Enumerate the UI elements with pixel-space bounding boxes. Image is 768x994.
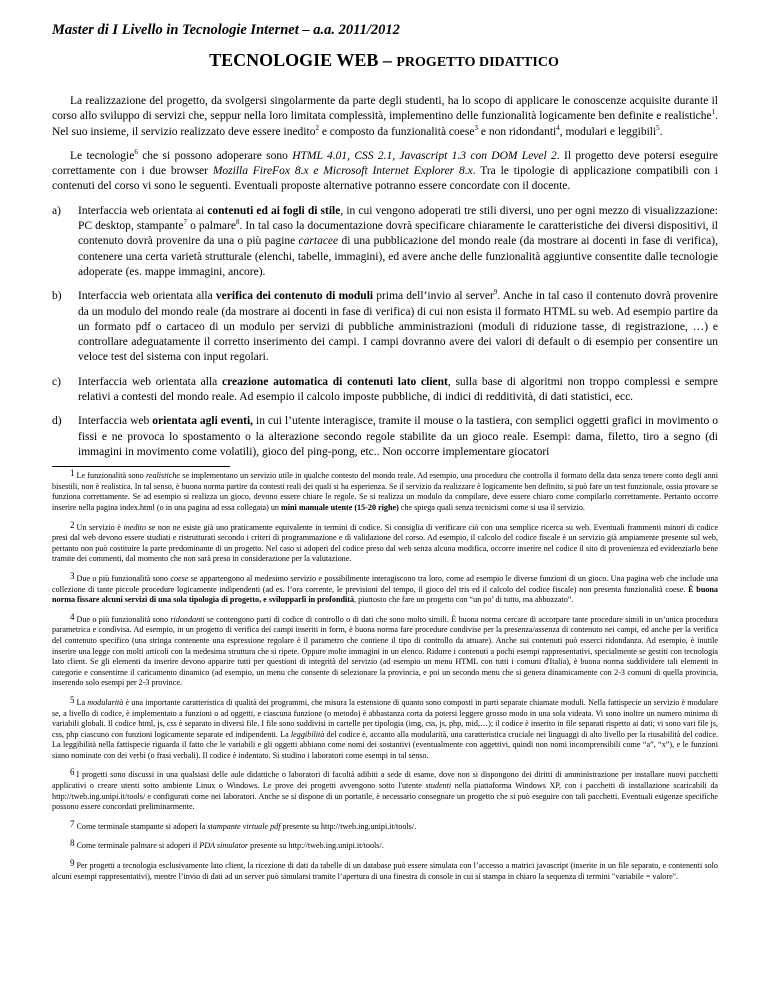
italic-text: modularità xyxy=(87,697,124,707)
italic-text: realistiche xyxy=(146,471,181,481)
list-label: b) xyxy=(52,290,62,303)
text: Le tecnologie xyxy=(70,149,135,162)
text: che spiega quali senza tecnicismi come si usa il servizio. xyxy=(398,503,585,513)
text: se implementano un servizio utile in qualche contesto del mondo reale. Ad esempio, una procedura che controlla il formato della data senza tenere conto degli anni bisestili, non è realistica. In tal senso, è buona norma partire da contesti reali dei quali si ha esperienza. Se il servizio da realizzare è logicamente ben definito, si può fare un test funzionale, ossia provare se funziona correttamente. Se ad esempio si realizza un gioco, devono essere chiare le regole. Se si realizza un modulo da compilare, deve essere chiaro come compilarlo correttamente. Pertanto occorre inserire nella pagina index.html (o in una pagina ad essa collegata) un xyxy=(52,471,718,513)
emphasis: È buona norma fissare alcuni servizi di una sola tipologia di progetto, e svilupparli in profondità xyxy=(52,584,718,605)
footnote-6 xyxy=(52,767,718,812)
text: , sulla base di algoritmi non troppo complessi e sempre relativi a contesti del mondo reale. Ad esempio il calcolo imposte pubbliche, di indici di redditività, di dati statistici, ecc. xyxy=(78,375,719,404)
text: La realizzazione del progetto, da svolgersi singolarmente da parte degli studenti, ha lo scopo di applicare le conoscenze acquisite durante il corso allo sviluppo di servizi che, seppur nella loro limitata complessità, implementino delle funzionalità logicamente ben definite e realistiche xyxy=(52,95,718,123)
list-label: a) xyxy=(52,204,61,217)
intro-paragraph xyxy=(52,94,718,140)
footnote-4 xyxy=(52,611,718,689)
text: . xyxy=(659,125,663,138)
footnote-ref: 2 xyxy=(315,123,319,132)
footnote-3 xyxy=(52,570,718,606)
text: se contengono parti di codice di controllo o di dati che sono molto simili. È buona norma cercare di accorpare tante procedure simili in un’unica procedura parametrica e condivisa. Ad esempio, in un progetto di verifica dei campi inseriti in form, è buona norma fare procedure condivise per la presenza/assenza di contenuto nei campi, ed anche per la verifica del contenuto specifico (una stringa contenente una espressione regolare è il parametro che contiene il tipo di controllo da attuare). Anche sui contenuti può esserci ridondanza. Ad esempio, è inutile inserire una legge con molti articoli con la medesima struttura che si ripete. Oppure molte immagini in un elenco. Ridurre i contenuti a pochi esempi rappresentativi, specialmente se gestiti con tecnologia lato client. Se gli elementi da inserire devono apparire tutti per questioni di integrità del servizio (ad esempio un menu HTML con tutti i comuni d'Italia), è buona norma suddividere tali elementi in categorie e consentirne il caricamento dinamico (ad esempio, un menu che consente di selezionare la provincia, e poi un secondo menu che si genera dinamicamente con 2-3 comuni di quella provincia, inserendo solo esempi per 2-3 province. xyxy=(52,614,718,688)
footnote-7 xyxy=(52,818,718,833)
text: La xyxy=(76,697,88,707)
footnote-ref: 7 xyxy=(183,218,187,227)
text: presente su http://tweb.ing.unipi.it/tools/. xyxy=(248,841,384,851)
page-title xyxy=(0,50,768,71)
text: se appartengono al medesimo servizio e possibilmente interagiscono tra loro, come ad esempio le diverse funzioni di un gioco. Una pagina web che include una collezione di tante piccole procedure logicamente indipendenti (ad es. l’ora corrente, le previsioni del tempo, il gioco del tris ed il calcolo del codice fiscale) non presenta funzionalità coese. xyxy=(52,573,718,594)
list-item-c xyxy=(52,375,718,406)
list-text xyxy=(78,375,718,406)
text: è una importante caratteristica di qualità dei programmi, che misura la estensione di quanto sono composti in parti separate chiamate moduli. Nella fattispecie un servizio è modulare se, a livello di codice, è implementato a funzioni o ad oggetti, e ciascuna funzione (o metodo) è abbastanza corta da potersi leggere grosso modo in una sola videata. Vi sono inoltre un numero minimo di variabili globali. Il codice html, js, css è separato in diversi file. I file sono suddivisi in cartelle per tipologia (img, css, js, php, mid,…); il codice è inserito in file separati rispetto ai dati; vi sono vari file js, css, php ciascuno con funzioni logicamente separate ed indipendenti. La xyxy=(52,697,718,739)
title-main: TECNOLOGIE WEB – xyxy=(209,50,397,70)
technologies-list: HTML 4.01, CSS 2.1, Javascript 1.3 con DOM Level 2 xyxy=(292,149,557,162)
text: Interfaccia web xyxy=(78,415,153,428)
text: e non ridondanti xyxy=(477,125,557,138)
text: I progetti sono discussi in una qualsiasi delle aule didattiche o laboratori di facoltà adibiti a sede di esame, dove non si dispongono dei diritti di amministrazione per installare nuovi pacchetti applicativi o creare utenti sotto ambiente Linux o Windows. Le prove dei progetti avvengono sotto l'utente xyxy=(52,770,718,791)
italic-text: stampante virtuale pdf xyxy=(207,821,281,831)
emphasis: orientata agli eventi, xyxy=(152,415,254,428)
footnote-number: 6 xyxy=(70,767,75,778)
list-label: d) xyxy=(52,415,62,428)
text: . Anche in tal caso il contenuto dovrà provenire da un modulo del mondo reale (da mostrare ai docenti in fase di verifica) di cui non esista il formato HTML su web. Ad esempio partire da un formato pdf o cartaceo di un modulo per servizi di pubbliche amministrazioni (moduli di riduzione tasse, di registrazione, …) e controllare adeguatamente il corretto inserimento dei campi. I campi dovranno avere dei valori di default o di esempio per consentire un veloce test del sistema con input regolari. xyxy=(78,290,718,364)
text: , modulari e leggibili xyxy=(559,125,657,138)
footnote-8 xyxy=(52,838,718,852)
footnote-number: 1 xyxy=(70,468,75,479)
footnote-number: 7 xyxy=(70,818,75,829)
footnote-ref: 5 xyxy=(656,123,660,132)
text: presente su http://tweb.ing.unipi.it/tools/. xyxy=(280,821,417,831)
text: Come terminale stampante si adoperi la xyxy=(76,821,208,831)
text: Interfaccia web orientata alla xyxy=(78,375,222,388)
footnote-number: 8 xyxy=(70,838,75,849)
text: Interfaccia web orientata ai xyxy=(78,204,208,217)
footnote-ref: 8 xyxy=(235,218,240,227)
italic-text: PDA simulator xyxy=(199,841,249,851)
emphasis: mini manuale utente (15-20 righe) xyxy=(281,503,399,513)
footnote-number: 4 xyxy=(70,611,75,622)
text: , in cui vengono adoperati tre stili diversi, uno per ogni mezzo di visualizzazione: PC desktop, stampante xyxy=(78,204,718,233)
text: Per progetti a tecnologia esclusivamente lato client, la ricezione di dati da tabelle di un database può essere simulata con l’accesso a matrici javascript (inserite in un file separato, e contenenti solo alcuni esempi rappresentativi), mentre l’invio di dati ad un server può simularsi tramite l’apertura di una finestra di console in cui si stampa in chiaro la sequenza di termini "variabile = valore". xyxy=(52,861,718,881)
text: che si possono adoperare sono xyxy=(137,149,293,162)
text: di una pubblicazione del mondo reale (da mostrare ai docenti in fase di verifica), contenere una certa varietà strutturale (elenchi, tabelle, immagini), ed avere anche delle funzionalità aggiuntive consentite dalle tecnologie adoperate (es. mappe immagini, ancore). xyxy=(78,235,718,278)
emphasis: contenuti ed ai fogli di stile xyxy=(207,204,341,217)
text: . Nel suo insieme, il servizio realizzato deve essere inedito xyxy=(52,110,718,138)
text: , piuttosto che fare un progetto con “un po’ di tutto, ma abbozzato”. xyxy=(354,595,574,605)
italic-text: studenti xyxy=(425,781,452,791)
text: Come terminale palmare si adoperi il xyxy=(76,841,200,851)
text: Due o più funzionalità sono xyxy=(76,614,171,624)
text: o palmare xyxy=(187,220,236,233)
text: nella piattaforma Windows XP, con i pacchetti di installazione scaricabili da http://tweb.ing.unipi.it/tools/ e configurati come nei laboratori. Anche se si dispone di un portatile, è necessario consegnare un progetto che si può eseguire con tali pacchetti. Eventuali esigenze specifiche possono essere concordati preliminarmente. xyxy=(52,781,718,812)
footnote-ref: 4 xyxy=(556,123,560,132)
text: del codice è, accanto alla modularità, una caratteristica cruciale nei linguaggi di alto livello per la riusabilità del codice. La leggibilità nella fattispecie riguarda il fatto che le variabili e gli oggetti abbiano come nomi dei sostantivi (eventualmente con aggettivi, quindi non nomi incomprensibili come “a”, “x”), e le funzioni siano nominate con dei verbi (o frasi verbali). Il codice è indentato. Si studino i laboratori come esempi in tal senso. xyxy=(52,729,718,760)
italic-text: ridondanti xyxy=(170,614,205,624)
list-text xyxy=(78,289,718,365)
text: se non ne esiste già uno praticamente equivalente in termini di codice. Si consiglia di verificare ciò con una semplice ricerca su web. Eventuali frammenti minori di codice presi dal web devono essere studiati e ristrutturati secondo i criteri di programmazione e di validazione del corso. Ad esempio, il calcolo del codice fiscale è un servizio già ampiamente presente sul web, pertanto non può costituire la parte predominante di un progetto. Nel caso si adoperi del codice preso dal web senza alcuna modifica, occorre inserire nel codice il sito di provenienza ed evidenziarlo bene tramite dei commenti, dal momento che non sarà preso in considerazione per la valutazione. xyxy=(52,522,718,564)
list-item-b xyxy=(52,289,718,365)
footnote-9 xyxy=(52,858,718,882)
italic-text: coese xyxy=(170,573,189,583)
footnote-ref: 6 xyxy=(134,148,138,157)
list-item-a xyxy=(52,204,718,280)
footnote-separator xyxy=(52,466,230,467)
text: Interfaccia web orientata alla xyxy=(78,290,216,303)
footnote-2 xyxy=(52,519,718,565)
footnote-number: 5 xyxy=(70,694,75,705)
list-text xyxy=(78,414,718,460)
footnote-ref: 9 xyxy=(493,288,498,297)
document-body xyxy=(52,94,718,891)
text: . In tal caso la documentazione dovrà specificare chiaramente le caratteristiche dei diversi dispositivi, il contenuto dovrà provenire da una o più pagine xyxy=(78,220,718,248)
footnote-ref: 1 xyxy=(711,108,716,117)
footnote-number: 9 xyxy=(70,858,75,869)
text: prima dell’invio al server xyxy=(373,290,494,303)
list-item-d xyxy=(52,414,718,460)
text: Due o più funzionalità sono xyxy=(76,573,171,583)
emphasis: verifica dei contenuto di moduli xyxy=(215,290,374,303)
footnote-5 xyxy=(52,694,718,762)
list-text xyxy=(78,204,718,280)
footnote-number: 2 xyxy=(70,519,75,530)
footnote-number: 3 xyxy=(70,570,75,581)
browsers-list: Mozilla FireFox 8.x e Microsoft Internet Explorer 8.x xyxy=(212,165,473,178)
course-header: Master di I Livello in Tecnologie Internet – a.a. 2011/2012 xyxy=(52,22,400,38)
text: . Il progetto deve potersi eseguire correttamente con i due browser xyxy=(52,149,718,178)
text: . Tra le tipologie di applicazione compatibili con i contenuti del corso vi sono le seguenti. Eventuali proposte alternative potranno essere concordate con il docente. xyxy=(52,165,718,193)
technologies-paragraph xyxy=(52,149,718,195)
text: in cui l’utente interagisce, tramite il mouse o la tastiera, con semplici oggetti grafici in movimento o fissi e ne provoca lo spostamento o la alterazione secondo regole stabilite da un gioco reale. Esempi: dama, filetto, tiro a segno (di immagini in movimento come volatili), gioco del ping-pong, etc.. Non occorre implementare giocatori xyxy=(78,415,718,458)
title-sub: PROGETTO DIDATTICO xyxy=(396,55,559,70)
italic-text: cartacee xyxy=(298,235,339,248)
list-label: c) xyxy=(52,375,61,388)
emphasis: creazione automatica di contenuti lato client xyxy=(222,375,448,388)
text: Le funzionalità sono xyxy=(76,471,147,481)
footnote-1 xyxy=(52,468,718,513)
footnote-ref: 3 xyxy=(474,123,478,132)
italic-text: leggibilità xyxy=(290,729,325,739)
text: e composto da funzionalità coese xyxy=(318,125,475,138)
italic-text: inedito xyxy=(123,522,147,532)
text: Un servizio è xyxy=(76,522,124,532)
